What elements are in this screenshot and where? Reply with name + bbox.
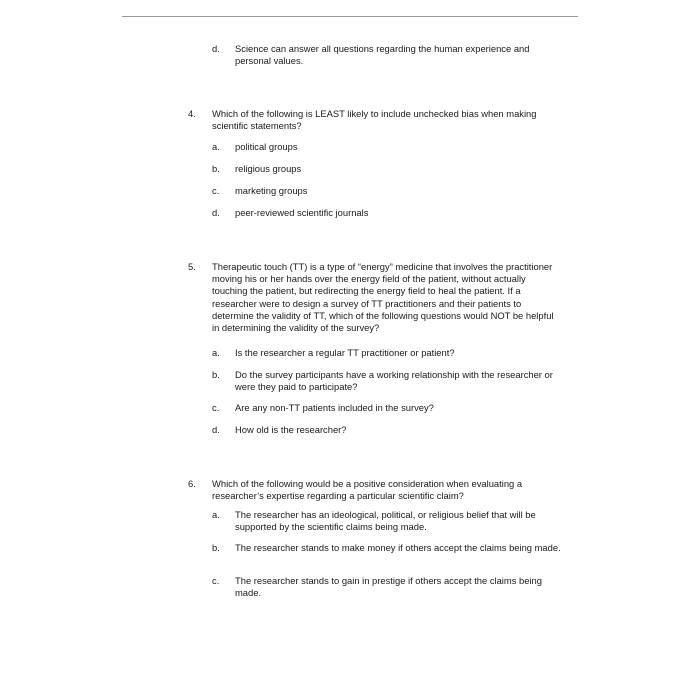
option-letter: a. bbox=[212, 509, 220, 520]
question-stem: Which of the following is LEAST likely to include unchecked bias when making scientific statements? bbox=[212, 108, 537, 132]
option-text: Do the survey participants have a working relationship with the researcher or were they paid to participate? bbox=[235, 369, 553, 392]
option-letter: b. bbox=[212, 163, 220, 174]
option-text: The researcher stands to gain in prestige if others accept the claims being made. bbox=[235, 575, 542, 598]
option-text: Is the researcher a regular TT practitioner or patient? bbox=[235, 347, 455, 358]
question-stem: Therapeutic touch (TT) is a type of “energy” medicine that involves the practitioner moving his or her hands over the energy field of the patient, without actually touching the patient, but redirecting the energy field to heal the patient. If a researcher were to design a survey of TT practitioners and their patients to determine the validity of TT, which of the following questions would NOT be helpful in determining the validity of the survey? bbox=[212, 261, 554, 334]
option-text: The researcher stands to make money if others accept the claims being made. bbox=[235, 542, 561, 553]
option-letter: d. bbox=[212, 424, 220, 435]
question-number: 4. bbox=[188, 108, 196, 119]
option-text: The researcher has an ideological, political, or religious belief that will be supported by the scientific claims being made. bbox=[235, 509, 536, 532]
option-letter: a. bbox=[212, 347, 220, 358]
option-letter: d. bbox=[212, 43, 220, 54]
option-letter: b. bbox=[212, 369, 220, 380]
option-text: political groups bbox=[235, 141, 298, 152]
option-letter: c. bbox=[212, 185, 220, 196]
option-text: religious groups bbox=[235, 163, 302, 174]
option-text: Science can answer all questions regarding the human experience and personal values. bbox=[235, 43, 530, 66]
option-text: How old is the researcher? bbox=[235, 424, 347, 435]
option-letter: c. bbox=[212, 575, 220, 586]
option-letter: b. bbox=[212, 542, 220, 553]
option-letter: d. bbox=[212, 207, 220, 218]
header-rule bbox=[122, 16, 578, 17]
option-letter: c. bbox=[212, 402, 220, 413]
option-text: marketing groups bbox=[235, 185, 308, 196]
option-text: peer-reviewed scientific journals bbox=[235, 207, 369, 218]
option-letter: a. bbox=[212, 141, 220, 152]
question-number: 6. bbox=[188, 478, 196, 489]
question-number: 5. bbox=[188, 261, 196, 272]
option-text: Are any non-TT patients included in the survey? bbox=[235, 402, 434, 413]
question-stem: Which of the following would be a positive consideration when evaluating a researcher’s expertise regarding a particular scientific claim? bbox=[212, 478, 523, 502]
